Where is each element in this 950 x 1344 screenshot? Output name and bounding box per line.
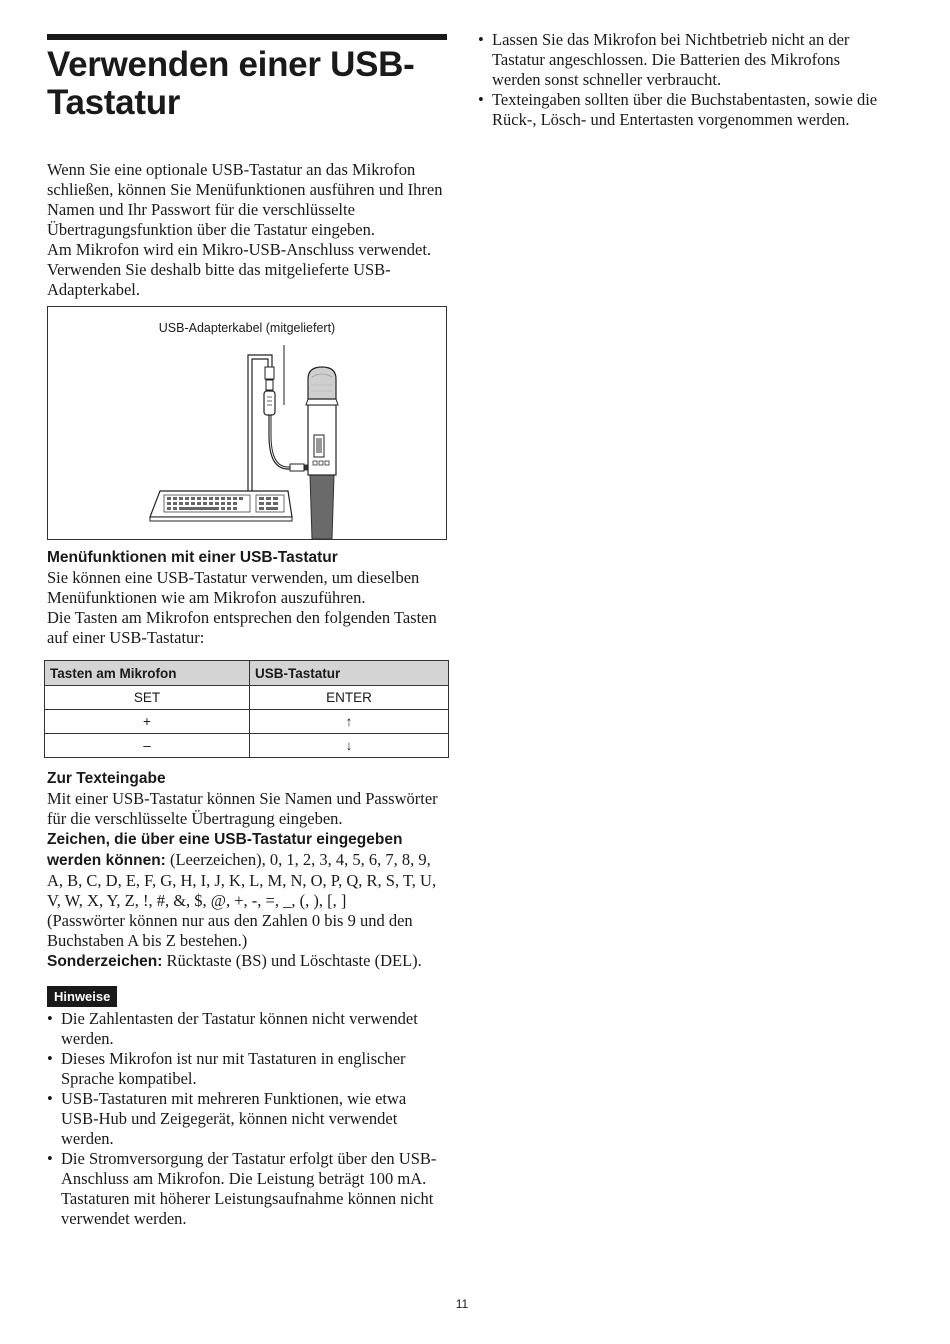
- list-item: [47, 1149, 447, 1229]
- list-item: [478, 90, 888, 130]
- text-section-body: [47, 789, 447, 972]
- keyboard-key-cell: ENTER: [250, 686, 449, 710]
- column-header-mic: Tasten am Mikrofon: [45, 661, 250, 686]
- note-text: Texteingaben sollten über die Buchstabentasten, sowie die Rück-, Lösch- und Entertasten vorgenommen werden.: [492, 90, 878, 129]
- table-row: [45, 710, 449, 734]
- page-title: Verwenden einer USB-Tastatur: [47, 45, 415, 122]
- menu-section-text: [47, 568, 447, 648]
- list-item: [47, 1049, 447, 1089]
- note-text: Die Stromversorgung der Tastatur erfolgt über den USB-Anschluss am Mikrofon. Die Leistung beträgt 100 mA. Tastaturen mit höherer Leistungsaufnahme können nicht verwendet werden.: [61, 1149, 437, 1228]
- notes-list: [47, 1009, 447, 1229]
- note-text: Die Zahlentasten der Tastatur können nicht verwendet werden.: [61, 1009, 418, 1048]
- arrow-down-icon: ↓: [345, 738, 353, 753]
- usb-adapter-cable-icon: [248, 355, 310, 491]
- microphone-icon: [306, 367, 338, 539]
- bullet: •: [47, 1149, 53, 1168]
- bullet: •: [47, 1049, 53, 1068]
- column-header-keyboard: USB-Tastatur: [250, 661, 449, 686]
- mic-key-cell: +: [45, 710, 250, 734]
- bullet: •: [478, 30, 484, 49]
- arrow-up-icon: ↑: [345, 714, 353, 729]
- usb-connection-figure: [47, 306, 447, 540]
- list-item: [47, 1089, 447, 1149]
- text-paragraph: Mit einer USB-Tastatur können Sie Namen und Passwörter für die verschlüsselte Übertragung eingeben.: [47, 789, 438, 828]
- keyboard-icon: [150, 491, 292, 521]
- left-column: [47, 34, 447, 1229]
- note-text: Lassen Sie das Mikrofon bei Nichtbetrieb nicht an der Tastatur angeschlossen. Die Batterien des Mikrofons werden sonst schneller verbraucht.: [492, 30, 850, 89]
- keyboard-key-cell: [250, 734, 449, 758]
- intro-paragraph-2: Am Mikrofon wird ein Mikro-USB-Anschluss verwendet. Verwenden Sie deshalb bitte das mitgelieferte USB-Adapterkabel.: [47, 240, 432, 299]
- intro-paragraph-1: Wenn Sie eine optionale USB-Tastatur an das Mikrofon schließen, können Sie Menüfunktionen ausführen und Ihren Namen und Ihr Passwort für die verschlüsselte Übertragungsfunktion über die Tastatur eingeben.: [47, 160, 443, 239]
- intro-text: [47, 160, 447, 300]
- menu-paragraph-1: Sie können eine USB-Tastatur verwenden, um dieselben Menüfunktionen wie am Mikrofon auszuführen.: [47, 568, 420, 607]
- allowed-characters-list: (Leerzeichen), 0, 1, 2, 3, 4, 5, 6, 7, 8, 9, A, B, C, D, E, F, G, H, I, J, K, L, M, N, O, P, Q, R, S, T, U, V, W, X, Y, Z, !, #, &, $, @, +, -, =, _, (, ), [, ]: [47, 850, 437, 910]
- menu-section-heading: Menüfunktionen mit einer USB-Tastatur: [47, 549, 338, 566]
- bullet: •: [47, 1089, 53, 1108]
- list-item: [478, 30, 888, 90]
- special-characters-text: Rücktaste (BS) und Löschtaste (DEL).: [162, 951, 422, 970]
- notes-badge: Hinweise: [47, 986, 117, 1007]
- table-header-row: [45, 661, 449, 686]
- table-row: [45, 686, 449, 710]
- list-item: [47, 1009, 447, 1049]
- special-characters-label: Sonderzeichen:: [47, 953, 163, 970]
- continued-notes-list: [478, 30, 888, 130]
- right-column: [478, 30, 888, 130]
- table-row: [45, 734, 449, 758]
- allowed-characters: [47, 829, 447, 911]
- title-rule: [47, 34, 447, 40]
- menu-paragraph-2: Die Tasten am Mikrofon entsprechen den folgenden Tasten auf einer USB-Tastatur:: [47, 608, 437, 647]
- page-number: 11: [455, 1297, 469, 1311]
- note-text: Dieses Mikrofon ist nur mit Tastaturen in englischer Sprache kompatibel.: [61, 1049, 406, 1088]
- password-note: (Passwörter können nur aus den Zahlen 0 bis 9 und den Buchstaben A bis Z bestehen.): [47, 911, 413, 950]
- note-text: USB-Tastaturen mit mehreren Funktionen, wie etwa USB-Hub und Zeigegerät, können nicht verwendet werden.: [61, 1089, 407, 1148]
- bullet: •: [47, 1009, 53, 1028]
- mic-key-cell: –: [45, 734, 250, 758]
- usb-connection-illustration: [48, 307, 446, 539]
- allowed-characters-label: Zeichen, die über eine USB-Tastatur eingegeben werden können:: [47, 831, 403, 869]
- figure-caption: USB-Adapterkabel (mitgeliefert): [158, 321, 336, 335]
- key-mapping-table: [44, 660, 449, 758]
- keyboard-key-cell: [250, 710, 449, 734]
- special-characters: [47, 951, 447, 972]
- bullet: •: [478, 90, 484, 109]
- mic-key-cell: SET: [45, 686, 250, 710]
- text-section-heading: Zur Texteingabe: [47, 770, 166, 787]
